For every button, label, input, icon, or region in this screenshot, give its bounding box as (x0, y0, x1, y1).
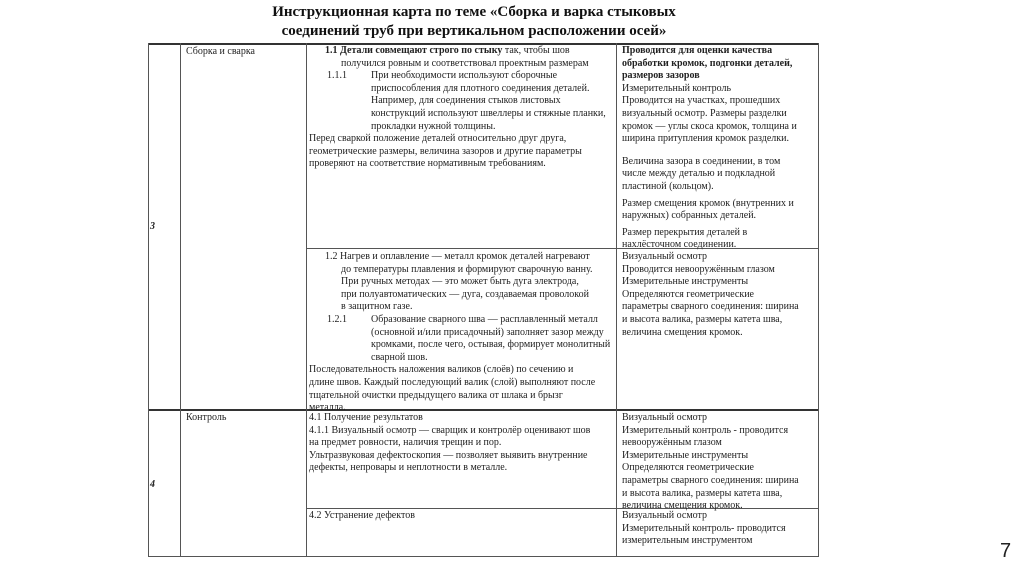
row3-p4-line: до температуры плавления и формируют сварочную ванну. (341, 263, 593, 275)
row4-c1-line: и высота валика, размеры катета шва, (622, 487, 783, 499)
row3-c1-bold-line: размеров зазоров (622, 70, 700, 82)
row3-stage: Сборка и сварка (186, 46, 255, 57)
row3-p5-line: сварной шов. (371, 351, 428, 363)
document-title (214, 3, 734, 41)
row3-p1-cont: получился ровным и соответствовал проектным размерам (341, 57, 589, 69)
table-left-border (148, 43, 149, 557)
row4-p1-line: Ультразвуковая дефектоскопия — позволяет выявить внутренние (309, 449, 588, 461)
row3-p3-line: проверяют на соответствие нормативным требованиям. (309, 158, 546, 170)
row4-c2-line: Измерительный контроль- проводится (622, 522, 786, 534)
row3-p6-line: Последовательность наложения валиков (слоёв) по сечению и (309, 364, 574, 376)
row3-c1-bold-line: Проводится для оценки качества (622, 45, 773, 56)
col-divider-2 (306, 43, 307, 557)
row3-p4-line: При ручных методах — это может быть дуга электрода, (341, 276, 579, 288)
row4-c1-line: невооружённым глазом (622, 437, 722, 449)
row4-control-part1 (622, 412, 816, 513)
title-line-2: соединений труб при вертикальном расположении осей» (281, 23, 667, 39)
row3-p5-line: кромками, после чего, остывая, формирует монолитный (371, 339, 611, 351)
row3-c2-line: Визуальный осмотр (622, 251, 708, 262)
row4-control-part2 (622, 510, 816, 548)
row4-c1-line: Определяются геометрические (622, 462, 754, 474)
row4-c1-line: параметры сварного соединения: ширина (622, 474, 799, 486)
table-bottom-border (148, 556, 819, 557)
row3-p5-line: Образование сварного шва — расплавленный металл (371, 313, 598, 325)
row4-number: 4 (150, 479, 155, 490)
row4-c2-line: измерительным инструментом (622, 535, 753, 547)
row3-p2-line: прокладки нужной толщины. (371, 120, 496, 132)
row3-c1-para2-line: числе между деталью и подкладной (622, 168, 776, 180)
row3-c1-para4-line: Размер перекрытия деталей в (622, 226, 748, 238)
row3-c1-line: Измерительный контроль (622, 82, 732, 94)
row4-p1-line: 4.1.1 Визуальный осмотр — сварщик и контролёр оценивают шов (309, 424, 591, 436)
row3-c2-line: Проводится невооружённым глазом (622, 263, 775, 275)
row3-p6-line: металла. (309, 402, 346, 414)
row3-control-part2 (622, 251, 816, 339)
row3-p2-line: При необходимости используют сборочные (371, 70, 558, 82)
row3-p4-line: при полуавтоматических — дуга, создаваемая проволокой (341, 288, 589, 300)
row4-p1-line: 4.1 Получение результатов (309, 412, 423, 423)
row4-c2-line: Визуальный осмотр (622, 510, 708, 521)
col-divider-1 (180, 43, 181, 557)
row3-p4-first: 1.2 Нагрев и оплавление — металл кромок деталей нагревают (325, 251, 590, 262)
row3-c2-line: параметры сварного соединения: ширина (622, 301, 799, 313)
row3-p2-line: приспособления для плотного соединения деталей. (371, 82, 590, 94)
row3-c2-line: Определяются геометрические (622, 288, 754, 300)
table-right-border (818, 43, 819, 557)
row3-p6-line: длине швов. Каждый последующий валик (слой) выполняют после (309, 376, 596, 388)
row3-c1-para3-line: наружных) собранных деталей. (622, 210, 757, 222)
row3-c1-bold-line: обработки кромок, подгонки деталей, (622, 57, 793, 69)
row4-p1-line: на предмет ровности, наличия трещин и пор. (309, 437, 502, 449)
row4-c1-line: Измерительные инструменты (622, 449, 749, 461)
row4-p2-line: 4.2 Устранение дефектов (309, 510, 415, 521)
row3-p6-line: тщательной очистки предыдущего валика от шлака и брызг (309, 389, 563, 401)
title-line-1: Инструкционная карта по теме «Сборка и варка стыковых (272, 4, 676, 20)
row3-p1-bold: 1.1 Детали совмещают строго по стыку (325, 45, 503, 56)
col-divider-3 (616, 43, 617, 557)
row3-c1-para2-line: пластиной (кольцом). (622, 180, 714, 192)
row3-p2 (309, 70, 614, 133)
row3-p4-line: в защитном газе. (341, 301, 413, 313)
row3-c2-line: Измерительные инструменты (622, 276, 749, 288)
row3-c2-line: величина смещения кромок. (622, 326, 743, 338)
row3-p2-label: 1.1.1 (327, 70, 347, 82)
spacer (622, 146, 816, 156)
row3-p1-line1 (309, 45, 614, 58)
row3-c1-para4-line: нахлёсточном соединении. (622, 239, 737, 251)
row3-p5-line: (основной и/или присадочный) заполняет зазор между (371, 326, 604, 338)
row3-control-part1 (622, 45, 816, 252)
row3-c1-line: кромок — углы скоса кромок, толщина и (622, 120, 797, 132)
row4-c1-line: Визуальный осмотр (622, 412, 708, 423)
row4-p1-line: дефекты, непровары и неплотности в металле. (309, 462, 508, 474)
row3-p3-line: Перед сваркой положение деталей относительно друг друга, (309, 133, 567, 145)
row3-process-part2 (309, 251, 614, 415)
row4-stage: Контроль (186, 412, 227, 423)
row3-p2-line: Например, для соединения стыков листовых (371, 95, 561, 107)
row3-p3-line: геометрические размеры, величина зазоров и другие параметры (309, 145, 582, 157)
instruction-table (148, 43, 819, 557)
row3-p5-text (355, 314, 614, 364)
row3-p5-label: 1.2.1 (327, 313, 347, 325)
row3-process-part1 (309, 45, 614, 171)
page-number: 7 (1000, 540, 1012, 562)
row3-c1-para3-line: Размер смещения кромок (внутренних и (622, 197, 794, 209)
row4-c1-line: Измерительный контроль - проводится (622, 424, 789, 436)
row3-p5 (309, 314, 614, 364)
row4-process-part2 (309, 510, 614, 523)
row3-c1-line: ширина притупления кромок разделки. (622, 133, 790, 145)
row3-c1-line: визуальный осмотр. Размеры разделки (622, 107, 787, 119)
row3-c1-line: Проводится на участках, прошедших (622, 95, 781, 107)
row4-c1-line: величина смещения кромок. (622, 500, 743, 512)
row3-c1-para2-line: Величина зазора в соединении, в том (622, 155, 781, 167)
row3-p1-rest: так, чтобы шов (502, 45, 570, 56)
row3-p2-line: конструкций используют швеллеры и стяжные планки, (371, 107, 606, 119)
row3-c2-line: и высота валика, размеры катета шва, (622, 313, 783, 325)
row4-process-part1 (309, 412, 614, 475)
row3-p2-text (355, 70, 614, 133)
row3-number: 3 (150, 221, 155, 232)
